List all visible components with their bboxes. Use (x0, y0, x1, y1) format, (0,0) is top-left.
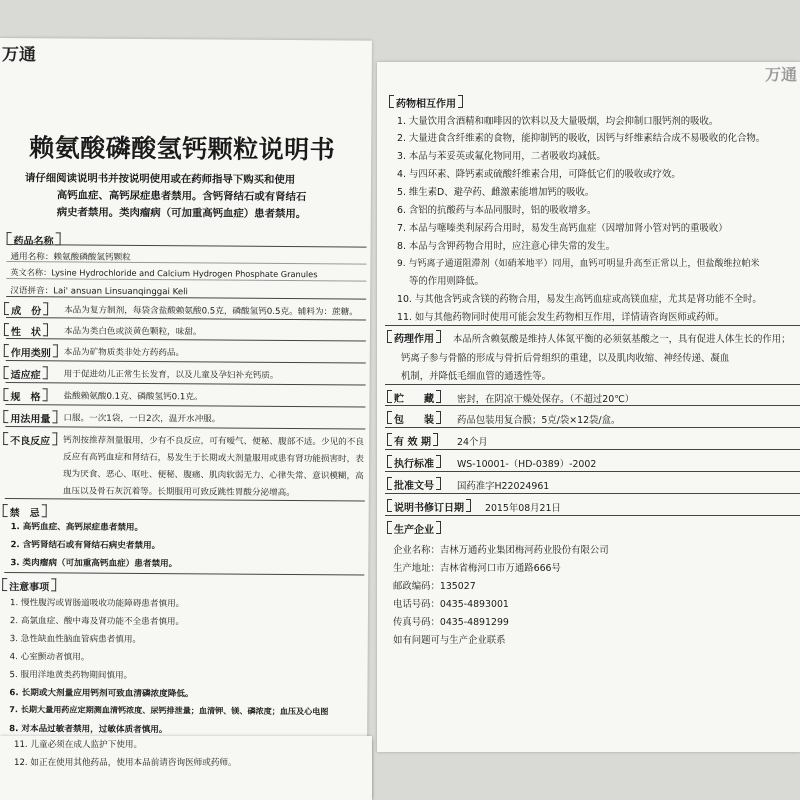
left-page-footer (0, 736, 372, 800)
caution-label: 注意事项 (9, 582, 50, 594)
expiry-row (387, 433, 438, 448)
interact-line-10: 等的作用则降低。 (409, 276, 485, 287)
spec-label: 规 格 (10, 392, 41, 404)
contra-item-3: 3. 类肉瘤病（可加重高钙血症）患者禁用。 (10, 558, 178, 570)
interact-line-11: 10. 与其他含钙或含镁的药物合用，易发生高钙血症或高镁血症，尤其是肾功能不全时。 (397, 294, 762, 305)
caution-item-1: 1. 慢性腹泻或胃肠道吸收功能障碍患者慎用。 (10, 598, 185, 610)
contra-item-1: 1. 高钙血症、高钙尿症患者禁用。 (10, 522, 144, 534)
approval-row (387, 477, 441, 492)
row-spec (3, 388, 47, 403)
approval-text: 国药准字H22024961 (457, 481, 550, 492)
revision-label: 说明书修订日期 (394, 503, 464, 514)
interact-line-6: 6. 含铝的抗酸药与本品同服时，铝的吸收增多。 (397, 205, 597, 216)
right-page (377, 62, 800, 752)
company-name: 企业名称：吉林万通药业集团梅河药业股份有限公司 (393, 545, 609, 556)
interact-line-7: 7. 本品与噻嗪类利尿药合用时，易发生高钙血症（因增加肾小管对钙的重吸收） (397, 223, 728, 234)
caution-item-7: 7. 长期大量用药应定期测血清钙浓度、尿钙排泄量；血清钾、镁、磷浓度；血压及心电图 (9, 704, 329, 717)
ingredients-label: 成 份 (11, 306, 42, 318)
storage-text: 密封，在阴凉干燥处保存。（不超过20℃） (457, 394, 635, 405)
left-header (0, 38, 372, 69)
interact-label: 药物相互作用 (396, 99, 456, 110)
row-dosage (3, 410, 57, 425)
caution-item-3: 3. 急性缺血性脑血管病患者慎用。 (9, 634, 142, 645)
english-name: 英文名称：Lysine Hydrochloride and Calcium Hydrogen Phosphate Granules (10, 267, 318, 280)
caution-item-6: 6. 长期或大剂量应用钙剂可致血清磷浓度降低。 (9, 688, 194, 700)
spec-text: 盐酸赖氨酸0.1克、磷酸氢钙0.1克。 (63, 391, 203, 403)
interact-line-2: 2. 大量进食含纤维素的食物，能抑制钙的吸收，因钙与纤维素结合成不易吸收的化合物。 (397, 133, 766, 144)
row-ingredients (4, 302, 48, 317)
ingredients-text: 本品为复方制剂，每袋含盐酸赖氨酸0.5克，磷酸氢钙0.5克。辅料为：蔗糖。 (64, 305, 358, 318)
expiry-label: 有 效 期 (394, 437, 431, 448)
left-page (0, 38, 372, 746)
dosage-text: 口服。一次1袋，一日2次，温开水冲服。 (63, 413, 221, 425)
adverse-line-2: 反应有高钙血症和肾结石，易发生于长期或大剂量服用或患有肾功能损害时，表 (63, 452, 364, 465)
caution-item-5: 5. 服用洋地黄类药物期间慎用。 (9, 670, 133, 681)
pharm-line-3: 机制，并降低毛细血管的通透性等。 (401, 371, 552, 382)
caution-item-2: 2. 高氯血症、酸中毒及肾功能不全患者慎用。 (9, 616, 185, 628)
caution-item-4: 4. 心室颤动者慎用。 (9, 652, 90, 663)
warning-line-3: 病史者禁用。类肉瘤病（可加重高钙血症）患者禁用。 (56, 206, 307, 221)
warning-line-2: 高钙血症、高钙尿症患者禁用。含钙肾结石或有肾结石 (56, 189, 307, 204)
company-postcode: 邮政编码：135027 (393, 581, 476, 592)
storage-label: 贮 藏 (394, 394, 434, 405)
standard-row (387, 455, 441, 470)
pharm-line-2: 钙离子参与骨骼的形成与骨折后骨组织的重建，以及肌肉收缩、神经传递、凝血 (401, 353, 730, 364)
adverse-line-3: 现为厌食、恶心、呕吐、便秘、腹痛、肌肉软弱无力、心律失常、意识模糊，高 (62, 469, 364, 482)
caution-section (2, 578, 56, 593)
warning-line-1: 请仔细阅读说明书并按说明使用或在药师指导下购买和使用 (24, 172, 296, 187)
pinyin-name: 汉语拼音：Lai' ansuan Linsuanqinggai Keli (10, 286, 188, 298)
appearance-text: 本品为类白色或淡黄色颗粒，味甜。 (63, 326, 202, 338)
drug-name-section-label: 药品名称 (13, 236, 54, 248)
interact-line-4: 4. 与四环素、降钙素或硫酸纤维素合用，可降低它们的吸收或疗效。 (397, 169, 681, 180)
company-phone: 电话号码：0435-4893001 (393, 599, 509, 610)
company-fax: 传真号码：0435-4891299 (393, 617, 509, 628)
approval-label: 批准文号 (394, 481, 434, 492)
bleed-through-area (687, 402, 797, 742)
caution-item-11: 11. 儿童必须在成人监护下使用。 (14, 740, 143, 750)
company-section (387, 521, 441, 536)
document-title: 赖氨酸磷酸氢钙颗粒说明书 (29, 133, 336, 165)
storage-row (387, 390, 441, 405)
package-text: 药品包装用复合膜；5克/袋×12袋/盒。 (457, 415, 621, 426)
contra-section (3, 504, 47, 519)
interact-line-3: 3. 本品与苯妥英或氟化物同用，二者吸收均减低。 (397, 151, 606, 162)
package-row (387, 411, 441, 426)
ghost-brand: 万通 (765, 65, 798, 84)
pharm-section (387, 330, 441, 345)
category-text: 本品为矿物质类非处方药药品。 (63, 347, 185, 359)
revision-row (387, 499, 471, 514)
dosage-label: 用法用量 (10, 414, 51, 426)
row-adverse (3, 432, 57, 447)
adverse-line-1: 钙剂按推荐剂量服用，少有不良反应，可有嗳气、便秘、腹部不适。少见的不良 (63, 435, 365, 448)
interact-line-1: 1. 大量饮用含酒精和咖啡因的饮料以及大量吸烟，均会抑制口服钙剂的吸收。 (397, 116, 719, 127)
indication-text: 用于促进幼儿正常生长发育，以及儿童及孕妇补充钙质。 (63, 369, 279, 381)
row-appearance (4, 323, 48, 338)
row-category (4, 344, 58, 359)
company-label: 生产企业 (394, 525, 434, 536)
category-label: 作用类别 (10, 348, 51, 360)
expiry-text: 24个月 (457, 437, 488, 448)
interact-line-12: 11. 如与其他药物同时使用可能会发生药物相互作用，详情请咨询医师或药师。 (397, 312, 725, 323)
company-address: 生产地址：吉林省梅河口市万通路666号 (393, 563, 561, 574)
interact-line-8: 8. 本品与含钾药物合用时，应注意心律失常的发生。 (397, 241, 616, 252)
adverse-line-4: 血压以及骨石灰沉着等。长期服用可致反跳性胃酸分泌增高。 (62, 486, 295, 499)
appearance-label: 性 状 (10, 327, 41, 339)
common-name: 通用名称：赖氨酸磷酸氢钙颗粒 (10, 252, 131, 263)
indication-label: 适应症 (10, 370, 41, 382)
interact-section (389, 95, 463, 110)
standard-text: WS-10001-（HD-0389）-2002 (457, 459, 597, 470)
company-contact-note: 如有问题可与生产企业联系 (393, 635, 506, 646)
brand-logo-text: 万通 (1, 45, 36, 66)
revision-text: 2015年08月21日 (485, 503, 561, 514)
standard-label: 执行标准 (394, 459, 434, 470)
pharm-line-1: 本品所含赖氨酸是维持人体氮平衡的必须氨基酸之一，具有促进人体生长的作用； (453, 334, 791, 345)
interact-line-5: 5. 维生素D、避孕药、雌激素能增加钙的吸收。 (397, 187, 595, 198)
pharm-label: 药理作用 (394, 334, 434, 345)
package-label: 包 装 (394, 415, 434, 426)
caution-item-12: 12. 如正在使用其他药品，使用本品前请咨询医师或药师。 (14, 758, 237, 768)
adverse-label: 不良反应 (10, 436, 51, 448)
contra-label: 禁 忌 (9, 508, 40, 520)
row-indication (4, 366, 48, 381)
interact-line-9: 9. 与钙离子通道阻滞剂（如硝苯地平）同用，血钙可明显升高至正常以上，但盐酸维拉帕米 (397, 259, 760, 269)
caution-item-8: 8. 对本品过敏者禁用，过敏体质者慎用。 (9, 724, 168, 736)
contra-item-2: 2. 含钙肾结石或有肾结石病史者禁用。 (10, 540, 161, 552)
